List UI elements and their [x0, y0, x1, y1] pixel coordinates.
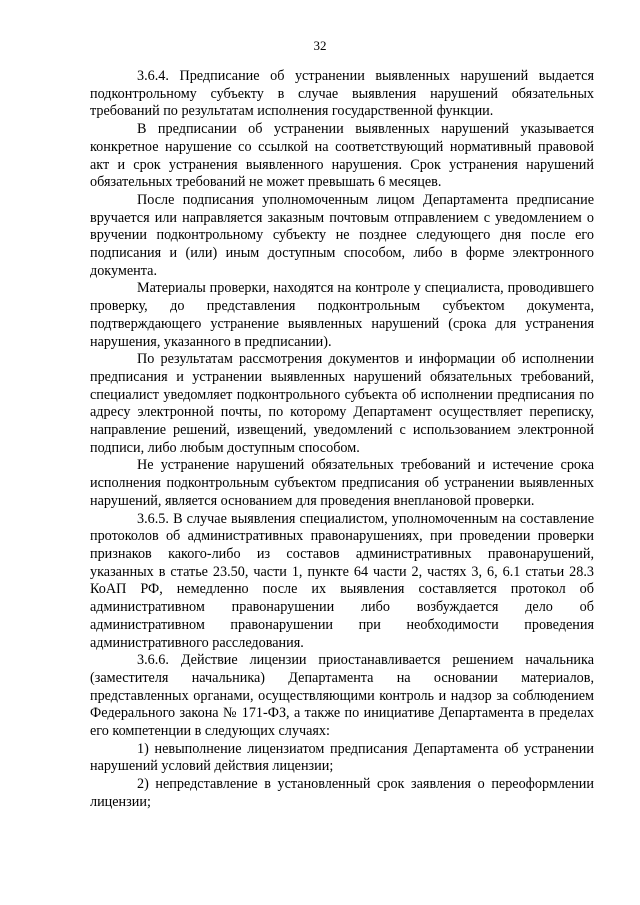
- list-item-2: 2) непредставление в установленный срок заявления о переоформлении лицензии;: [90, 776, 594, 810]
- list-item-1: 1) невыполнение лицензиатом предписания Департамента об устранении нарушений условий действия лицензии;: [90, 740, 594, 775]
- paragraph-prescription-content: В предписании об устранении выявленных нарушений указывается конкретное нарушение со ссылкой на соответствующий нормативный правовой акт и срок устранения выявленного нарушения. Срок устранения нарушений обязательных требований не может превышать 6 месяцев.: [90, 121, 594, 191]
- paragraph-unscheduled-inspection-basis: Не устранение нарушений обязательных требований и истечение срока исполнения подконтрольным субъектом предписания об устранении выявленных нарушений, является основанием для проведения внеплановой проверки.: [90, 457, 594, 509]
- document-body: [90, 68, 594, 812]
- paragraph-prescription-delivery: После подписания уполномоченным лицом Департамента предписание вручается или направляется заказным почтовым отправлением с уведомлением о вручении подконтрольному субъекту не позднее следующего дня после его подписания и (или) иным доступным способом, либо в форме электронного документа.: [90, 191, 594, 279]
- paragraph-3-6-4: 3.6.4. Предписание об устранении выявленных нарушений выдается подконтрольному субъекту в случае выявления нарушений обязательных требований по результатам исполнения государственной функции.: [90, 68, 594, 120]
- paragraph-3-6-6: 3.6.6. Действие лицензии приостанавливается решением начальника (заместителя начальника) Департамента на основании материалов, представленных органами, осуществляющими контроль и надзор за соблюдением Федерального закона № 171-ФЗ, а также по инициативе Департамента в пределах его компетенции в следующих случаях:: [90, 652, 594, 740]
- paragraph-inspection-materials: Материалы проверки, находятся на контроле у специалиста, проводившего проверку, до представления подконтрольным субъектом документа, подтверждающего устранение выявленных нарушений (срока для устранения нарушения, указанного в предписании).: [90, 280, 594, 350]
- paragraph-notification-of-compliance: По результатам рассмотрения документов и информации об исполнении предписания и устранении выявленных нарушений обязательных требований, специалист уведомляет подконтрольного субъекта об исполнении предписания по адресу электронной почты, по которому Департамент осуществляет переписку, направление решений, извещений, уведомлений с использованием электронной подписи, либо любым доступным способом.: [90, 351, 594, 456]
- page-number: 32: [313, 38, 327, 53]
- paragraph-3-6-5: 3.6.5. В случае выявления специалистом, уполномоченным на составление протоколов об административных правонарушениях, при проведении проверки признаков какого-либо из составов административных правонарушений, указанных в статье 23.50, части 1, пункте 64 части 2, частях 3, 6, 6.1 статьи 28.3 КоАП РФ, немедленно после их выявления составляется протокол об административном правонарушении либо возбуждается дело об административном правонарушении при необходимости проведения административного расследования.: [90, 510, 594, 651]
